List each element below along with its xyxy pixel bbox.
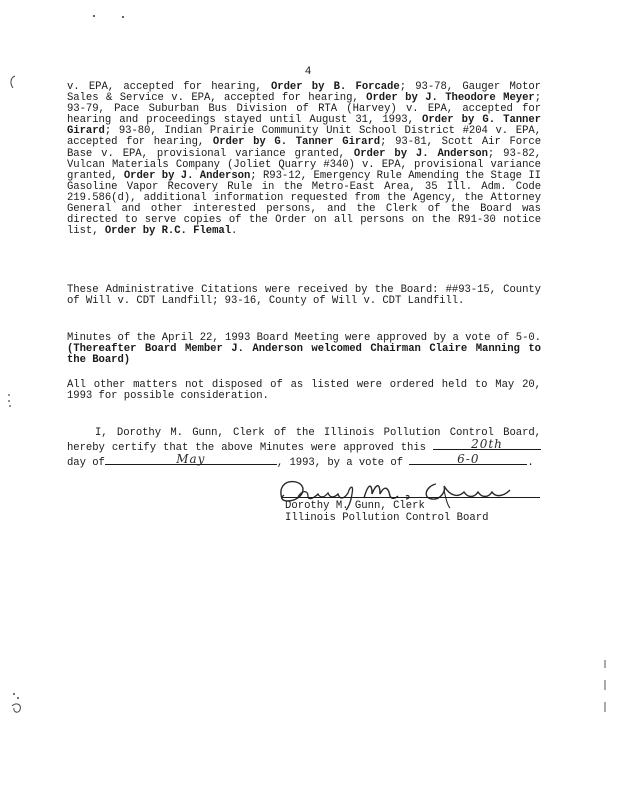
page-number: 4	[304, 66, 312, 78]
scan-mark	[6, 74, 18, 90]
signature-block	[285, 500, 488, 524]
scan-speck	[92, 14, 96, 18]
signer-name-title: Dorothy M. Gunn, Clerk	[285, 500, 425, 512]
minutes-paragraph-orders: v. EPA, accepted for hearing, Order by B. Forcade; 93-78, Gauger Motor Sales & Service v. EPA, accepted for hearing, Order by J. Theodore Meyer; 93-79, Pace Suburban Bus Division of RTA (Harvey) v. EPA, accepted for hearing and proceedings stayed until August 31, 1993, Order by G. Tanner Girard; 93-80, Indian Prairie Community Unit School District #204 v. EPA, accepted for hearing, Order by G. Tanner Girard; 93-81, Scott Air Force Base v. EPA, provisional variance granted, Order by J. Anderson; 93-82, Vulcan Materials Company (Joliet Quarry #340) v. EPA, provisional variance granted, Order by J. Anderson; R93-12, Emergency Rule Amending the Stage II Gasoline Vapor Recovery Rule in the Metro-East Area, 35 Ill. Adm. Code 219.586(d), additional information requested from the Agency, the Attorney General and other interested persons, and the Clerk of the Board was directed to serve copies of the Order on all persons on the R91-30 notice list, Order by R.C. Flemal.	[67, 81, 541, 238]
minutes-approval-paragraph: Minutes of the April 22, 1993 Board Meeting were approved by a vote of 5-0. (Thereafter Board Member J. Anderson welcomed Chairman Claire Manning to the Board)	[67, 332, 541, 367]
signer-organization: Illinois Pollution Control Board	[285, 512, 489, 524]
matters-held-paragraph: All other matters not disposed of as listed were ordered held to May 20, 1993 for possible consideration.	[67, 379, 541, 403]
scan-mark	[8, 690, 28, 718]
scan-edge-mark	[602, 660, 608, 720]
day-handwritten: 20th	[471, 437, 503, 451]
month-blank	[105, 454, 277, 465]
day-blank	[433, 439, 541, 450]
vote-blank	[409, 454, 527, 465]
administrative-citations-paragraph: These Administrative Citations were received by the Board: ##93-15, County of Will v. CDT Landfill; 93-16, County of Will v. CDT Landfill.	[67, 284, 541, 308]
vote-handwritten: 6-0	[457, 452, 480, 467]
scan-speck	[121, 15, 125, 19]
clerk-certification-paragraph: I, Dorothy M. Gunn, Clerk of the Illinois Pollution Control Board, hereby certify that the above Minutes were approved this 20th day of May , 1993, by a vote of 6-0 .	[67, 427, 541, 470]
scan-mark	[6, 392, 14, 408]
month-handwritten: May	[176, 452, 206, 467]
signature-line	[282, 497, 540, 498]
